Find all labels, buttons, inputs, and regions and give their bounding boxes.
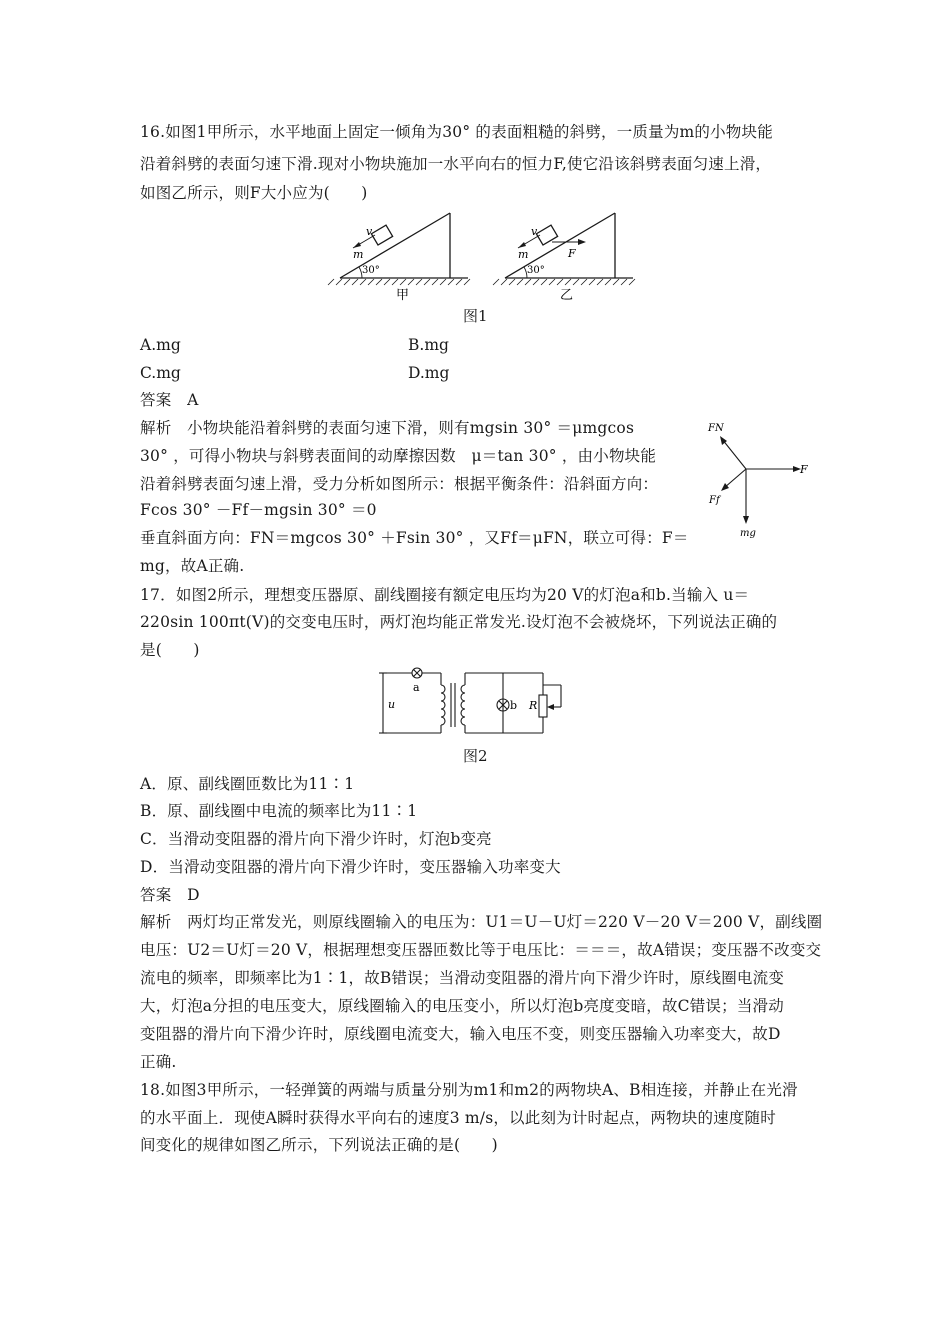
- q17-line-3: 是( ): [140, 641, 200, 659]
- v-label-yi: v: [531, 225, 538, 238]
- lamp-b-label: b: [510, 699, 518, 712]
- q16-option-d: D.mg: [408, 364, 450, 382]
- force-F-label: F: [800, 463, 808, 476]
- q16-answer: 答案 A: [140, 391, 199, 409]
- q16-line-3: 如图乙所示，则F大小应为( ): [140, 184, 368, 202]
- q18-line-3: 间变化的规律如图乙所示，下列说法正确的是( ): [140, 1136, 498, 1154]
- label-yi: 乙: [560, 288, 574, 303]
- q16-analysis-4: Fcos 30° －Ff－mgsin 30° ＝0: [140, 501, 377, 519]
- figure-1-inclines: [320, 205, 640, 310]
- v-label-jia: v: [366, 225, 373, 238]
- q17-line-1: 17．如图2所示，理想变压器原、副线圈接有额定电压均为20 V的灯泡a和b.当输入 u＝: [140, 586, 750, 604]
- q16-analysis-5: 垂直斜面方向：FN＝mgcos 30° ＋Fsin 30° ，又Ff＝μFN，联立可得：F＝: [140, 529, 689, 547]
- force-Ff-label: Ff: [709, 495, 720, 506]
- q17-option-c: C．当滑动变阻器的滑片向下滑少许时，灯泡b变亮: [140, 830, 492, 848]
- q16-analysis-6: mg，故A正确.: [140, 557, 245, 575]
- q17-analysis-4: 大，灯泡a分担的电压变大，原线圈输入的电压变小，所以灯泡b亮度变暗，故C错误；当滑动: [140, 997, 784, 1015]
- force-diagram: [700, 415, 820, 540]
- m-label-jia: m: [353, 248, 364, 261]
- q18-line-2: 的水平面上．现使A瞬时获得水平向右的速度3 m/s，以此刻为计时起点，两物块的速度随时: [140, 1109, 776, 1127]
- lamp-a-label: a: [413, 681, 420, 694]
- m-label-yi: m: [518, 248, 529, 261]
- q16-analysis-3: 沿着斜劈表面匀速上滑，受力分析如图所示：根据平衡条件：沿斜面方向：: [140, 475, 659, 493]
- incline-yi: [493, 213, 635, 285]
- q16-option-b: B.mg: [408, 336, 449, 354]
- figure-2-caption: 图2: [463, 747, 488, 765]
- q16-analysis-2: 30° ，可得小物块与斜劈表面间的动摩擦因数 μ＝tan 30° ，由小物块能: [140, 447, 657, 465]
- q16-option-c: C.mg: [140, 364, 181, 382]
- angle-label-jia: 30°: [362, 265, 380, 276]
- resistor-R-label: R: [529, 699, 538, 712]
- q17-analysis-6: 正确.: [140, 1053, 177, 1071]
- label-jia: 甲: [396, 288, 410, 303]
- angle-label-yi: 30°: [527, 265, 545, 276]
- force-mg-label: mg: [740, 528, 756, 539]
- q16-analysis-1: 解析 小物块能沿着斜劈的表面匀速下滑，则有mgsin 30° ＝μmgcos: [140, 419, 635, 437]
- F-label-yi: F: [568, 247, 576, 260]
- q16-line-2: 沿着斜劈的表面匀速下滑.现对小物块施加一水平向右的恒力F,使它沿该斜劈表面匀速上滑，: [140, 155, 772, 173]
- figure-1-caption: 图1: [463, 307, 488, 325]
- q17-analysis-1: 解析 两灯均正常发光，则原线圈输入的电压为：U1＝U－U灯＝220 V－20 V＝200 V，副线圈: [140, 913, 823, 931]
- q17-analysis-3: 流电的频率，即频率比为1∶1，故B错误；当滑动变阻器的滑片向下滑少许时，原线圈电流变: [140, 969, 785, 987]
- u-label: u: [388, 698, 396, 711]
- q17-option-d: D．当滑动变阻器的滑片向下滑少许时，变压器输入功率变大: [140, 858, 561, 876]
- incline-jia: [328, 213, 470, 285]
- q17-analysis-5: 变阻器的滑片向下滑少许时，原线圈电流变大，输入电压不变，则变压器输入功率变大，故D: [140, 1025, 781, 1043]
- q16-line-1: 16.如图1甲所示，水平地面上固定一倾角为30° 的表面粗糙的斜劈，一质量为m的小物块能: [140, 123, 773, 141]
- q17-analysis-2: 电压：U2＝U灯＝20 V，根据理想变压器匝数比等于电压比：＝＝＝，故A错误；变压器不改变交: [140, 941, 822, 959]
- figure-2-circuit: [375, 665, 585, 745]
- force-FN-label: FN: [708, 423, 724, 434]
- q17-option-a: A．原、副线圈匝数比为11∶1: [140, 775, 355, 793]
- q17-answer: 答案 D: [140, 886, 200, 904]
- q17-line-2: 220sin 100πt(V)的交变电压时，两灯泡均能正常发光.设灯泡不会被烧坏，下列说法正确的: [140, 613, 778, 631]
- q16-option-a: A.mg: [140, 336, 181, 354]
- q18-line-1: 18.如图3甲所示，一轻弹簧的两端与质量分别为m1和m2的两物块A、B相连接，并静止在光滑: [140, 1081, 798, 1099]
- q17-option-b: B．原、副线圈中电流的频率比为11∶1: [140, 802, 418, 820]
